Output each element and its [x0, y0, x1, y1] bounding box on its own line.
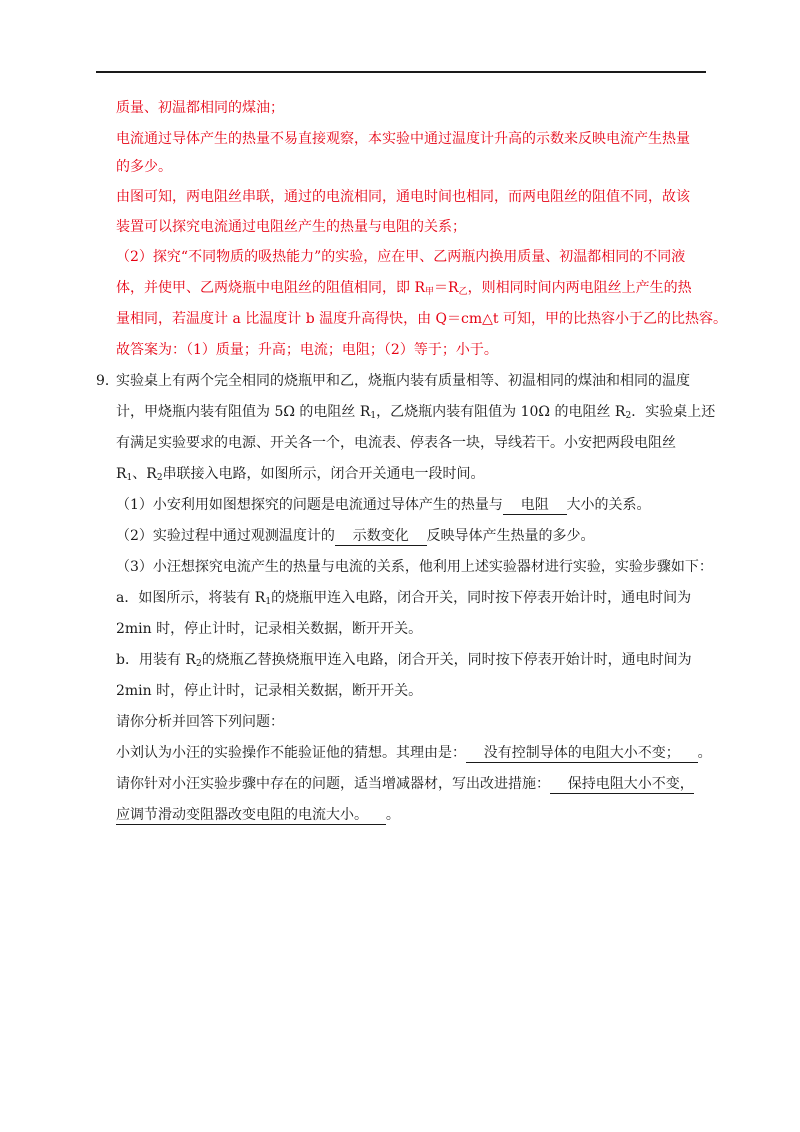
answer-line-5: 装置可以探究电流通过电阻丝产生的热量与电阻的关系； — [116, 219, 466, 235]
sub-question-1-text: （1）小安利用如图想探究的问题是电流通过导体产生的热量与 — [116, 497, 503, 513]
step-a-line-2: 2min 时，停止计时，记录相关数据，断开开关。 — [116, 621, 423, 637]
question-para-4-b: 、R — [132, 466, 157, 482]
step-b-text: b．用装有 R — [116, 652, 196, 668]
subscript-2: 2 — [195, 659, 202, 669]
step-a-line-1 — [116, 588, 691, 608]
answer-line-4: 由图可知，两电阻丝串联，通过的电流相同，通电时间也相同，而两电阻丝的阻值不同，故该 — [116, 189, 690, 205]
question-para-2-b: ，乙烧瓶内装有阻值为 10Ω 的电阻丝 R — [376, 404, 626, 420]
question-para-4-a: R — [116, 466, 127, 482]
sub-question-1-tail: 大小的关系。 — [566, 497, 651, 513]
answer-line-7-text: 体，并使甲、乙两烧瓶中电阻丝的阻值相同，即 R — [116, 280, 425, 296]
answer-line-6: （2）探究“不同物质的吸热能力”的实验，应在甲、乙两瓶内换用质量、初温都相同的不同液 — [116, 249, 686, 265]
answer-line-1: 质量、初温都相同的煤油； — [116, 100, 284, 116]
reason-text: 小刘认为小汪的实验操作不能验证他的猜想。其理由是： — [116, 745, 466, 761]
subscript-1: 1 — [370, 411, 377, 421]
answer-blank-4-cont: 应调节滑动变阻器改变电阻的电流大小。 — [116, 807, 386, 823]
answer-summary: 故答案为：（1）质量；升高；电流；电阻；（2）等于；小于。 — [116, 342, 498, 358]
subscript-1: 1 — [265, 597, 272, 607]
answer-line-3: 的多少。 — [116, 159, 172, 175]
question-para-2-c: ．实验桌上还 — [631, 404, 716, 420]
analysis-prompt: 请你分析并回答下列问题： — [116, 714, 284, 730]
answer-line-2: 电流通过导体产生的热量不易直接观察，本实验中通过温度计升高的示数来反映电流产生热量 — [116, 131, 690, 147]
sub-question-2 — [116, 526, 595, 546]
answer-line-7 — [116, 278, 692, 298]
improvement-tail: 。 — [385, 807, 400, 823]
answer-line-8: 量相同，若温度计 a 比温度计 b 温度升高得快，由 Q＝cm△t 可知，甲的比热容小于乙的比热容。 — [116, 311, 727, 327]
answer-blank-1: 电阻 — [502, 497, 567, 513]
improvement-text: 请你针对小汪实验步骤中存在的问题，适当增减器材，写出改进措施： — [116, 776, 550, 792]
sub-question-2-tail: 反映导体产生热量的多少。 — [426, 528, 595, 544]
step-a-text: a．如图所示，将装有 R — [116, 590, 266, 606]
sub-question-2-text: （2）实验过程中通过观测温度计的 — [116, 528, 335, 544]
step-b-line-2: 2min 时，停止计时，记录相关数据，断开开关。 — [116, 683, 423, 699]
subscript-jia: 甲 — [425, 287, 435, 297]
answer-blank-3: 没有控制导体的电阻大小不变； — [466, 745, 698, 761]
question-para-4 — [116, 464, 485, 484]
question-para-3: 有满足实验要求的电源、开关各一个，电流表、停表各一块，导线若干。小安把两段电阻丝 — [116, 435, 676, 451]
answer-blank-2: 示数变化 — [334, 528, 427, 544]
question-para-4-c: 串联接入电路，如图所示，闭合开关通电一段时间。 — [162, 466, 485, 482]
subscript-1: 1 — [126, 473, 133, 483]
answer-line-7-end: ，则相同时间内两电阻丝上产生的热 — [467, 280, 692, 296]
reason-line — [116, 743, 712, 763]
answer-blank-4: 保持电阻大小不变， — [550, 776, 694, 792]
question-number: 9． — [96, 373, 119, 389]
sub-question-1 — [116, 495, 651, 515]
question-para-1: 实验桌上有两个完全相同的烧瓶甲和乙，烧瓶内装有质量相等、初温相同的煤油和相同的温度 — [116, 373, 690, 389]
question-para-2-a: 计，甲烧瓶内装有阻值为 5Ω 的电阻丝 R — [116, 404, 371, 420]
improvement-line-1 — [116, 774, 694, 794]
step-a-text-2: 的烧瓶甲连入电路，闭合开关，同时按下停表开始计时，通电时间为 — [271, 590, 692, 606]
sub-question-3: （3）小汪想探究电流产生的热量与电流的关系，他利用上述实验器材进行实验，实验步骤如下： — [116, 559, 713, 575]
step-b-line-1 — [116, 650, 692, 670]
answer-line-7-mid: ＝R — [434, 280, 459, 296]
header-rule — [96, 71, 706, 73]
subscript-yi: 乙 — [458, 287, 468, 297]
subscript-2: 2 — [156, 473, 163, 483]
reason-tail: 。 — [697, 745, 712, 761]
question-para-2 — [116, 402, 715, 422]
step-b-text-2: 的烧瓶乙替换烧瓶甲连入电路，闭合开关，同时按下停表开始计时，通电时间为 — [201, 652, 692, 668]
subscript-2: 2 — [625, 411, 632, 421]
improvement-line-2 — [116, 805, 400, 825]
